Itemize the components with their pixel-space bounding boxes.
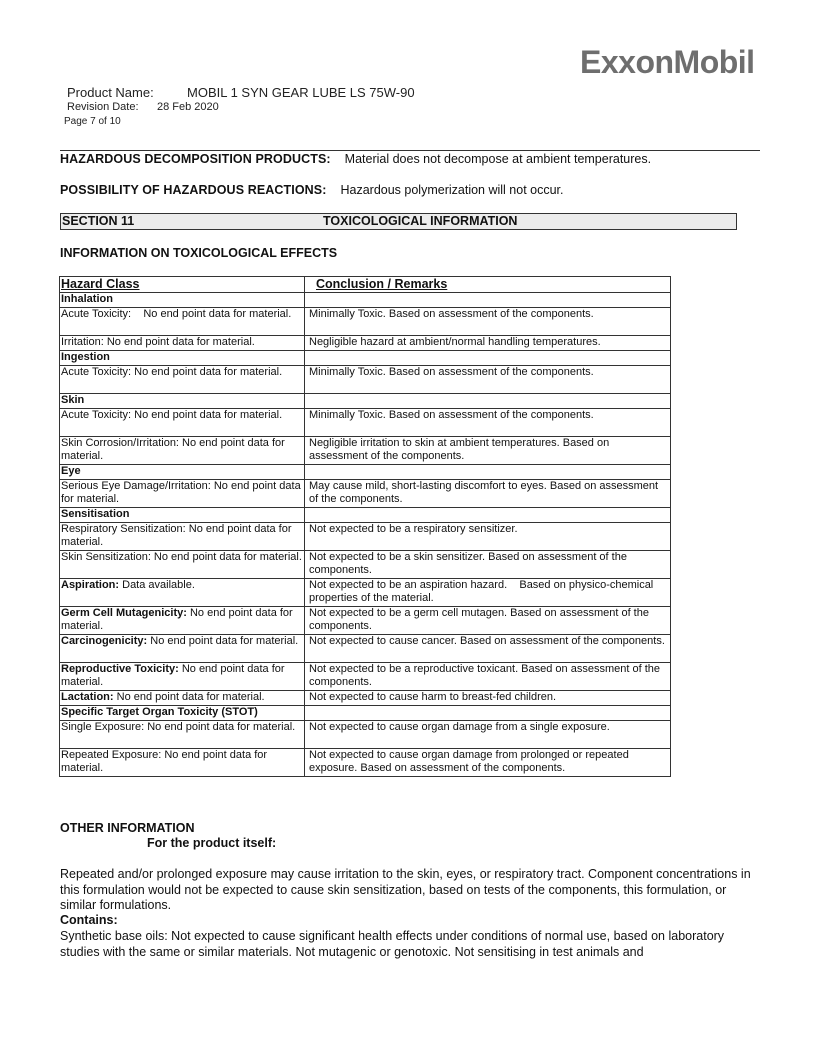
hazard-name: Aspiration: <box>61 579 120 591</box>
table-row <box>60 749 671 777</box>
hazardous-decomposition-value: Material does not decompose at ambient temperatures. <box>344 152 652 166</box>
table-row <box>60 336 671 351</box>
remark-cell: Not expected to be a reproductive toxicant. Based on assessment of the components. <box>305 663 671 691</box>
table-row <box>60 579 671 607</box>
hazardous-reactions <box>60 183 564 197</box>
header-hazard-class: Hazard Class <box>60 277 305 293</box>
hazard-name: Lactation: <box>61 691 114 703</box>
remark-cell: Not expected to be an aspiration hazard. Based on physico-chemical properties of the material. <box>305 579 671 607</box>
hazard-cell: Irritation: No end point data for material. <box>60 336 305 351</box>
toxicology-table <box>59 276 671 777</box>
hazard-cell <box>60 579 305 607</box>
section-header <box>60 213 737 230</box>
contains-text: Synthetic base oils: Not expected to cause significant health effects under conditions of normal use, based on laboratory studies with the same or similar materials. Not mutagenic or genotoxic. Not sensitising in test animals and <box>60 929 725 959</box>
header-conclusion: Conclusion / Remarks <box>305 277 671 293</box>
table-row <box>60 523 671 551</box>
category-row <box>60 293 671 308</box>
hazard-cell: Acute Toxicity: No end point data for material. <box>60 409 305 437</box>
hazard-cell: Repeated Exposure: No end point data for material. <box>60 749 305 777</box>
remark-cell: Minimally Toxic. Based on assessment of the components. <box>305 308 671 336</box>
remark-cell: Minimally Toxic. Based on assessment of the components. <box>305 366 671 394</box>
table-row <box>60 663 671 691</box>
table-row <box>60 480 671 508</box>
category-empty-cell <box>305 508 671 523</box>
category-label: Ingestion <box>60 351 305 366</box>
section-title: TOXICOLOGICAL INFORMATION <box>323 214 518 228</box>
hazard-cell <box>60 607 305 635</box>
hazard-detail: No end point data for material. <box>113 691 265 703</box>
category-empty-cell <box>305 394 671 409</box>
table-row <box>60 691 671 706</box>
category-empty-cell <box>305 293 671 308</box>
product-name-label: Product Name: <box>67 85 154 100</box>
table-row <box>60 437 671 465</box>
section-subtitle: INFORMATION ON TOXICOLOGICAL EFFECTS <box>60 246 338 260</box>
remark-cell: Not expected to be a skin sensitizer. Based on assessment of the components. <box>305 551 671 579</box>
hazard-detail: No end point data for material. <box>147 635 299 647</box>
hazard-cell: Skin Corrosion/Irritation: No end point data for material. <box>60 437 305 465</box>
category-label: Inhalation <box>60 293 305 308</box>
hazardous-reactions-label: POSSIBILITY OF HAZARDOUS REACTIONS: <box>60 183 327 197</box>
page-number: Page 7 of 10 <box>64 116 121 127</box>
remark-cell: Not expected to be a respiratory sensitizer. <box>305 523 671 551</box>
remark-cell: Negligible irritation to skin at ambient temperatures. Based on assessment of the components. <box>305 437 671 465</box>
contains-label: Contains: <box>60 913 118 927</box>
exxonmobil-logo: ExxonMobil <box>580 44 755 80</box>
hazard-cell: Single Exposure: No end point data for material. <box>60 721 305 749</box>
category-label: Sensitisation <box>60 508 305 523</box>
hazard-detail: Data available. <box>119 579 195 591</box>
hazardous-decomposition <box>60 152 651 166</box>
hazardous-decomposition-label: HAZARDOUS DECOMPOSITION PRODUCTS: <box>60 152 331 166</box>
remark-cell: Not expected to cause cancer. Based on assessment of the components. <box>305 635 671 663</box>
revision-date-line <box>67 101 219 113</box>
remark-cell: Not expected to cause organ damage from prolonged or repeated exposure. Based on assessment of the components. <box>305 749 671 777</box>
category-label: Skin <box>60 394 305 409</box>
category-label: Eye <box>60 465 305 480</box>
other-information-paragraph: Repeated and/or prolonged exposure may cause irritation to the skin, eyes, or respiratory tract. Component concentrations in this formulation would not be expected to cause skin sensitization, based on tests of the components, this formulation, or similar formulations. <box>60 867 751 912</box>
hazard-cell <box>60 663 305 691</box>
category-empty-cell <box>305 465 671 480</box>
section-number: SECTION 11 <box>62 214 135 228</box>
other-information-subtitle: For the product itself: <box>147 836 277 850</box>
hazard-cell: Acute Toxicity: No end point data for material. <box>60 366 305 394</box>
hazard-cell <box>60 691 305 706</box>
category-row <box>60 465 671 480</box>
table-header-row <box>60 277 671 293</box>
category-empty-cell <box>305 706 671 721</box>
hazardous-reactions-value: Hazardous polymerization will not occur. <box>340 183 564 197</box>
category-empty-cell <box>305 351 671 366</box>
table-row <box>60 551 671 579</box>
remark-cell: May cause mild, short-lasting discomfort to eyes. Based on assessment of the components. <box>305 480 671 508</box>
remark-cell: Not expected to be a germ cell mutagen. Based on assessment of the components. <box>305 607 671 635</box>
hazard-cell <box>60 635 305 663</box>
hazard-name: Carcinogenicity: <box>61 635 148 647</box>
hazard-detail: No end point data for material. <box>61 607 296 632</box>
hazard-cell: Serious Eye Damage/Irritation: No end point data for material. <box>60 480 305 508</box>
hazard-cell: Respiratory Sensitization: No end point data for material. <box>60 523 305 551</box>
table-row <box>60 721 671 749</box>
category-label: Specific Target Organ Toxicity (STOT) <box>60 706 305 721</box>
hazard-name: Reproductive Toxicity: <box>61 663 179 675</box>
category-row <box>60 351 671 366</box>
hazard-name: Germ Cell Mutagenicity: <box>61 607 187 619</box>
header-divider <box>60 150 760 151</box>
hazard-cell: Skin Sensitization: No end point data for material. <box>60 551 305 579</box>
category-row <box>60 508 671 523</box>
remark-cell: Not expected to cause organ damage from a single exposure. <box>305 721 671 749</box>
hazard-cell: Acute Toxicity: No end point data for material. <box>60 308 305 336</box>
product-name-value: MOBIL 1 SYN GEAR LUBE LS 75W-90 <box>187 85 415 100</box>
product-name-line <box>67 85 415 100</box>
hazard-detail: No end point data for material. <box>61 663 288 688</box>
remark-cell: Minimally Toxic. Based on assessment of the components. <box>305 409 671 437</box>
other-information-title: OTHER INFORMATION <box>60 821 195 835</box>
category-row <box>60 706 671 721</box>
table-row <box>60 308 671 336</box>
table-row <box>60 409 671 437</box>
table-row <box>60 607 671 635</box>
revision-date-value: 28 Feb 2020 <box>157 101 219 113</box>
category-row <box>60 394 671 409</box>
remark-cell: Not expected to cause harm to breast-fed children. <box>305 691 671 706</box>
remark-cell: Negligible hazard at ambient/normal handling temperatures. <box>305 336 671 351</box>
table-row <box>60 366 671 394</box>
revision-date-label: Revision Date: <box>67 101 139 113</box>
table-row <box>60 635 671 663</box>
